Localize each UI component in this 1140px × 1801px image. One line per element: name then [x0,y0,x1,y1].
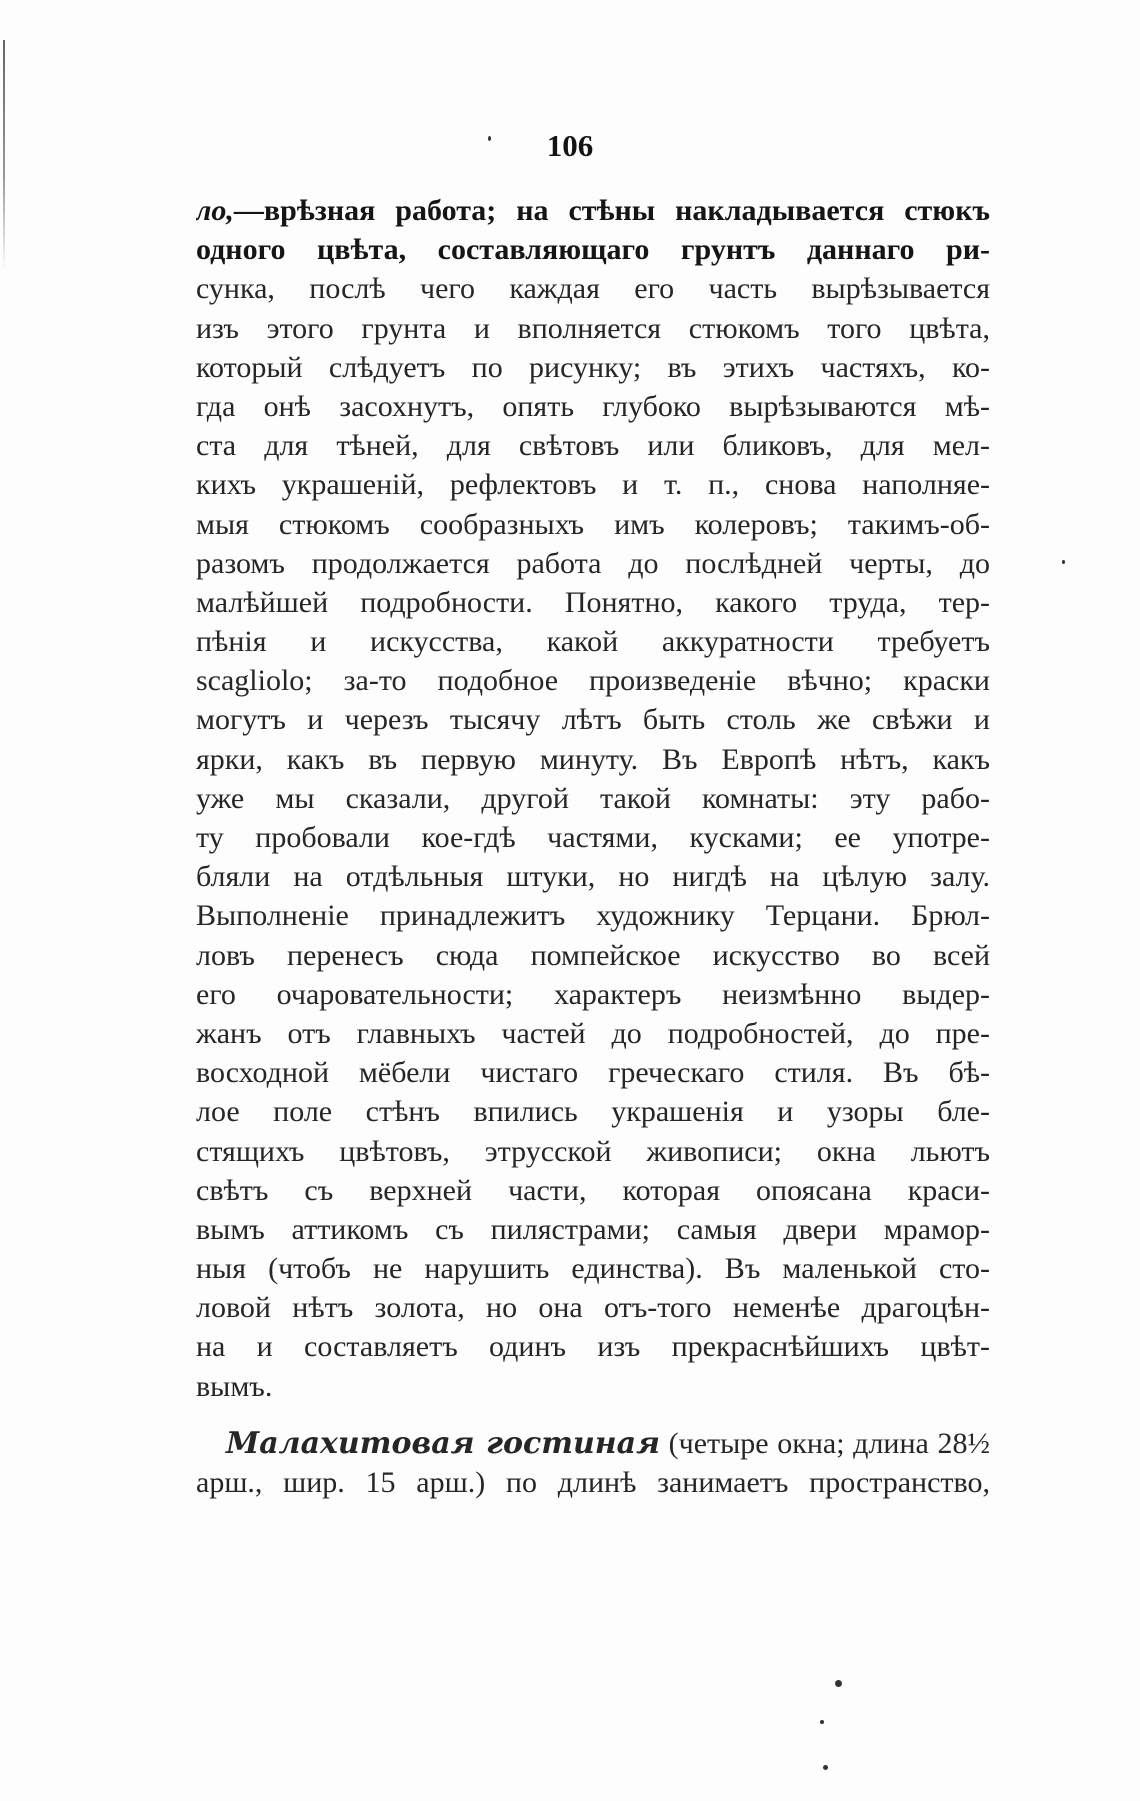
text-line: изъ этого грунта и вполняется стюкомъ того цвѣта, [196,311,990,345]
text-line: ту пробовали кое-гдѣ частями, кусками; ее употре- [196,821,990,854]
text-line: гда онѣ засохнутъ, опять глубоко вырѣзываются мѣ- [196,389,990,423]
text-line-first [196,191,990,230]
line-lead-italic: ло, [196,194,234,227]
text-line: на и составляетъ одинъ изъ прекраснѣйшихъ цвѣт- [196,1330,990,1364]
text-line: ста для тѣней, для свѣтовъ или бликовъ, для мел- [196,429,990,463]
text-line: его очаровательности; характеръ неизмѣнно выдер- [196,977,990,1011]
text-line: разомъ продолжается работа до послѣдней черты, до [196,546,990,580]
line-rest: (четыре окна; длина 28½ [660,1426,990,1460]
section-heading-italic: Малахитовая гостиная [226,1425,660,1461]
text-line: одного цвѣта, составляющаго грунтъ даннаго ри- [196,233,990,267]
text-line: жанъ отъ главныхъ частей до подробностей, до пре- [196,1016,990,1050]
text-line: малѣйшей подробности. Понятно, какого труда, тер- [196,585,990,619]
ink-speck [488,136,491,141]
ink-speck [835,1680,842,1687]
text-line-heading [196,1424,990,1463]
page-number: 106 [546,128,594,163]
text-line: ныя (чтобъ не нарушить единства). Въ маленькой сто- [196,1252,990,1286]
text-line: вымъ аттикомъ съ пилястрами; самыя двери мрамор- [196,1212,990,1246]
text-line: восходной мёбели чистаго греческаго стиля. Въ бѣ- [196,1056,990,1090]
text-line: арш., шир. 15 арш.) по длинѣ занимаетъ пространство, [196,1466,990,1499]
text-line: который слѣдуетъ по рисунку; въ этихъ частяхъ, ко- [196,350,990,384]
paragraph-gap [196,1406,990,1424]
ink-speck [820,1720,824,1724]
text-line-last: вымъ. [196,1369,273,1403]
text-line: ловой нѣтъ золота, но она отъ-того неменѣе драгоцѣн- [196,1291,990,1325]
text-line: scagliolo; за-то подобное произведеніе вѣчно; краски [196,664,990,698]
text-line: ярки, какъ въ первую минуту. Въ Европѣ нѣтъ, какъ [196,742,990,776]
text-line: стящихъ цвѣтовъ, этрусской живописи; окна льютъ [196,1134,990,1168]
text-line: пѣнія и искусства, какой аккуратности требуетъ [196,625,990,659]
body-text [196,191,990,1502]
text-line: кихъ украшеній, рефлектовъ и т. п., снова наполняе- [196,468,990,502]
line-rest: —врѣзная работа; на стѣны накладывается стюкъ [233,194,990,227]
text-line: свѣтъ съ верхней части, которая опоясана краси- [196,1173,990,1207]
text-line: мыя стюкомъ сообразныхъ имъ колеровъ; такимъ-об- [196,507,990,541]
text-line: бляли на отдѣльныя штуки, но нигдѣ на цѣлую залу. [196,860,990,894]
text-line: Выполненіе принадлежитъ художнику Терцани. Брюл- [196,899,990,933]
ink-speck [1062,560,1065,564]
text-line: ловъ перенесъ сюда помпейское искусство во всей [196,938,990,972]
ink-speck [823,1765,828,1770]
text-line: сунка, послѣ чего каждая его часть вырѣзывается [196,272,990,306]
text-line: уже мы сказали, другой такой комнаты: эту рабо- [196,781,990,815]
text-line: могутъ и черезъ тысячу лѣтъ быть столь же свѣжи и [196,703,990,737]
text-line: лое поле стѣнъ впились украшенія и узоры бле- [196,1095,990,1129]
